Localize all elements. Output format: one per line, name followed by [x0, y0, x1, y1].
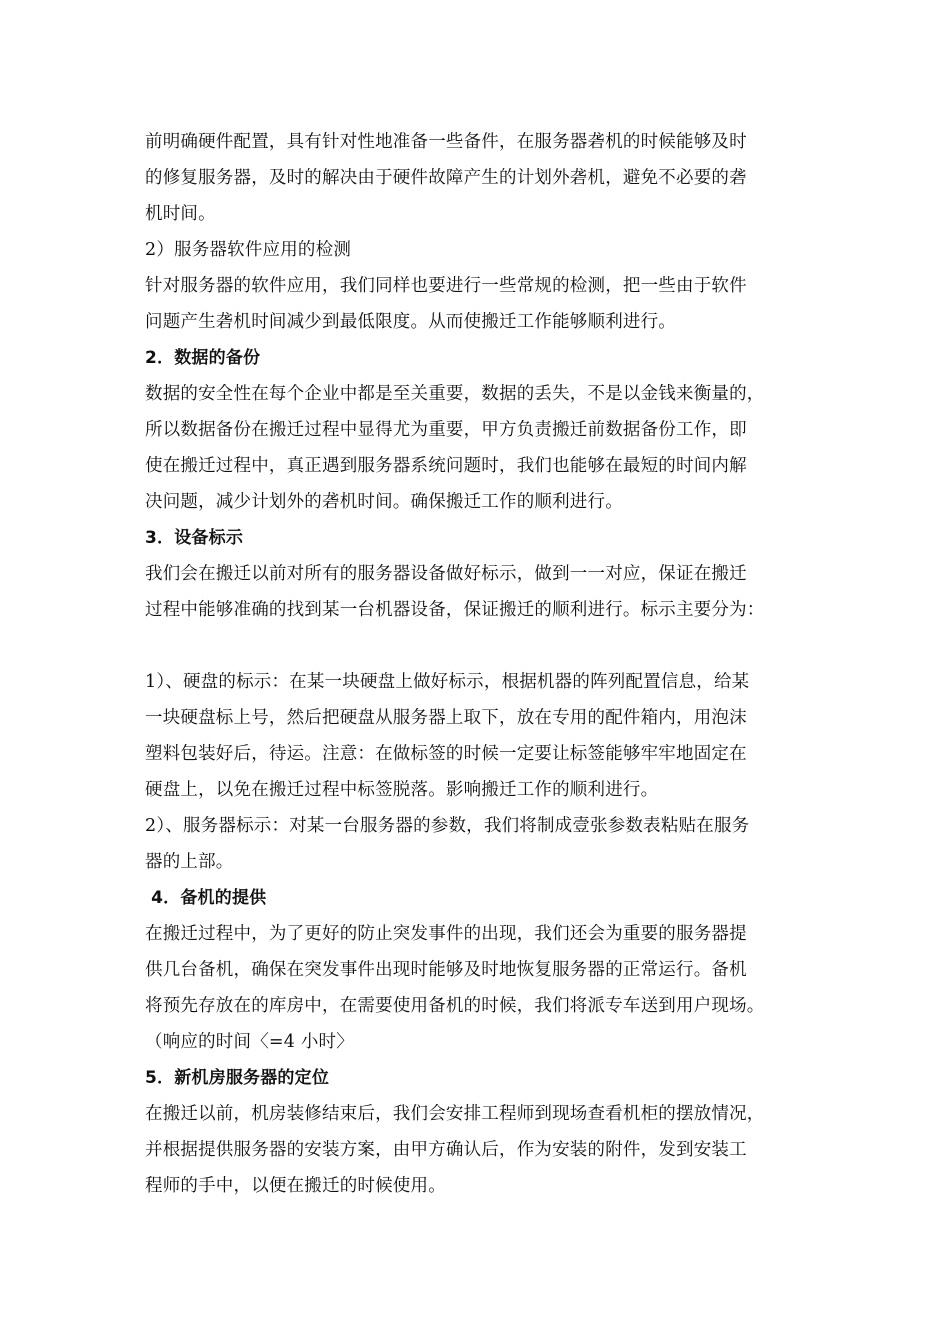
paragraph-line: 塑料包装好后，待运。注意：在做标签的时候一定要让标签能够牢牢地固定在 [145, 744, 747, 764]
paragraph-line: 供几台备机，确保在突发事件出现时能够及时地恢复服务器的正常运行。备机 [145, 960, 747, 980]
paragraph-line: 我们会在搬迁以前对所有的服务器设备做好标示，做到一一对应，保证在搬迁 [145, 564, 747, 584]
paragraph-line: 针对服务器的软件应用，我们同样也要进行一些常规的检测，把一些由于软件 [145, 276, 747, 296]
paragraph-line: 数据的安全性在每个企业中都是至关重要，数据的丢失，不是以金钱来衡量的， [145, 384, 765, 404]
paragraph-line: 机时间。 [145, 204, 216, 224]
subsection-heading: 2）服务器软件应用的检测 [145, 240, 352, 260]
section-heading: 5．新机房服务器的定位 [145, 1068, 330, 1088]
paragraph-line: 的修复服务器，及时的解决由于硬件故障产生的计划外砻机，避免不必要的砻 [145, 168, 747, 188]
paragraph-line: 硬盘上，以免在搬迁过程中标签脱落。影响搬迁工作的顺利进行。 [145, 780, 659, 800]
paragraph-line: 问题产生砻机时间减少到最低限度。从而使搬迁工作能够顺利进行。 [145, 312, 676, 332]
section-heading: 3．设备标示 [145, 528, 244, 548]
paragraph-line: 程师的手中，以便在搬迁的时候使用。 [145, 1176, 446, 1196]
paragraph-line: 器的上部。 [145, 852, 234, 872]
paragraph-line: 并根据提供服务器的安装方案，由甲方确认后，作为安装的附件，发到安装工 [145, 1140, 747, 1160]
paragraph-line: 前明确硬件配置，具有针对性地准备一些备件，在服务器砻机的时候能够及时 [145, 132, 747, 152]
paragraph-line: 2）、服务器标示：对某一台服务器的参数，我们将制成壹张参数表粘贴在服务 [145, 816, 750, 836]
section-heading: 4．备机的提供 [145, 888, 267, 908]
paragraph-line: 使在搬迁过程中，真正遇到服务器系统问题时，我们也能够在最短的时间内解 [145, 456, 747, 476]
paragraph-line: 1）、硬盘的标示：在某一块硬盘上做好标示，根据机器的阵列配置信息，给某 [145, 672, 750, 692]
paragraph-line: （响应的时间〈=4 小时〉 [145, 1032, 354, 1052]
paragraph-line: 将预先存放在的库房中，在需要使用备机的时候，我们将派专车送到用户现场。 [145, 996, 765, 1016]
paragraph-line: 决问题，减少计划外的砻机时间。确保搬迁工作的顺利进行。 [145, 492, 623, 512]
paragraph-line: 在搬迁过程中，为了更好的防止突发事件的出现，我们还会为重要的服务器提 [145, 924, 747, 944]
document-body [145, 124, 825, 1204]
paragraph-line: 过程中能够准确的找到某一台机器设备，保证搬迁的顺利进行。标示主要分为： [145, 600, 765, 620]
paragraph-line: 所以数据备份在搬迁过程中显得尤为重要，甲方负责搬迁前数据备份工作，即 [145, 420, 747, 440]
blank-line [145, 628, 825, 664]
paragraph-line: 一块硬盘标上号，然后把硬盘从服务器上取下，放在专用的配件箱内，用泡沫 [145, 708, 747, 728]
paragraph-line: 在搬迁以前，机房装修结束后，我们会安排工程师到现场查看机柜的摆放情况， [145, 1104, 765, 1124]
section-heading: 2．数据的备份 [145, 348, 261, 368]
